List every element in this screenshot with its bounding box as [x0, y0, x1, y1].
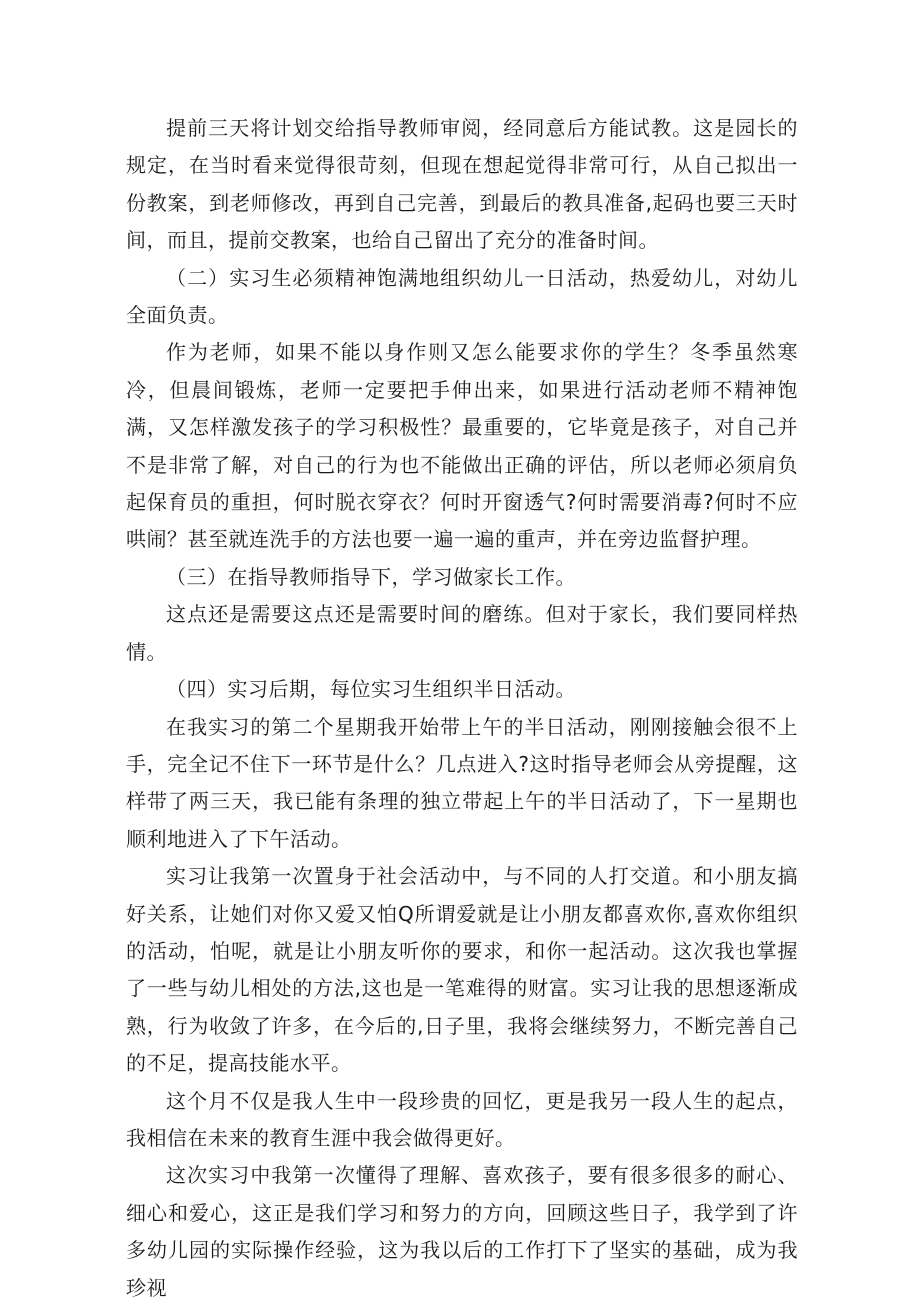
document-body — [126, 110, 798, 1307]
paragraph-8: 实习让我第一次置身于社会活动中，与不同的人打交道。和小朋友搞好关系，让她们对你又爱又怕Q所谓爱就是让小朋友都喜欢你,喜欢你组织的活动，怕呢，就是让小朋友听你的要求，和你一起活动。这次我也掌握了一些与幼儿相处的方法,这也是一笔难得的财富。实习让我的思想逐渐成熟，行为收敛了许多，在今后的,日子里，我将会继续努力，不断完善自己的不足，提高技能水平。 — [126, 864, 798, 1076]
paragraph-2: （二）实习生必须精神饱满地组织幼儿一日活动，热爱幼儿，对幼儿全面负责。 — [126, 265, 798, 328]
paragraph-7: 在我实习的第二个星期我开始带上午的半日活动，刚刚接触会很不上手，完全记不住下一环节是什么？几点进入?这时指导老师会从旁提醒，这样带了两三天，我已能有条理的独立带起上午的半日活动了，下一星期也顺利地进入了下午活动。 — [126, 714, 798, 851]
paragraph-3: 作为老师，如果不能以身作则又怎么能要求你的学生？冬季虽然寒冷，但晨间锻炼，老师一定要把手伸出来，如果进行活动老师不精神饱满，又怎样激发孩子的学习积极性？最重要的，它毕竟是孩子，对自己并不是非常了解，对自己的行为也不能做出正确的评估，所以老师必须肩负起保育员的重担，何时脱衣穿衣？何时开窗透气?何时需要消毒?何时不应哄闹？甚至就连洗手的方法也要一遍一遍的重声，并在旁边监督护理。 — [126, 340, 798, 552]
paragraph-4: （三）在指导教师指导下，学习做家长工作。 — [166, 564, 576, 589]
paragraph-6: （四）实习后期，每位实习生组织半日活动。 — [166, 677, 576, 702]
paragraph-5: 这点还是需要这点还是需要时间的磨练。但对于家长，我们要同样热情。 — [126, 602, 798, 664]
paragraph-1: 提前三天将计划交给指导教师审阅，经同意后方能试教。这是园长的规定，在当时看来觉得很苛刻，但现在想起觉得非常可行，从自己拟出一份教案，到老师修改，再到自己完善，到最后的教具准备,起码也要三天时间，而且，提前交教案，也给自己留出了充分的准备时间。 — [126, 116, 798, 253]
paragraph-9: 这个月不仅是我人生中一段珍贵的回忆，更是我另一段人生的起点，我相信在未来的教育生涯中我会做得更好。 — [126, 1088, 798, 1150]
paragraph-10: 这次实习中我第一次懂得了理解、喜欢孩子，要有很多很多的耐心、细心和爱心，这正是我们学习和努力的方向，回顾这些日子，我学到了许多幼儿园的实际操作经验，这为我以后的工作打下了坚实的基础，成为我珍视 — [126, 1163, 798, 1300]
